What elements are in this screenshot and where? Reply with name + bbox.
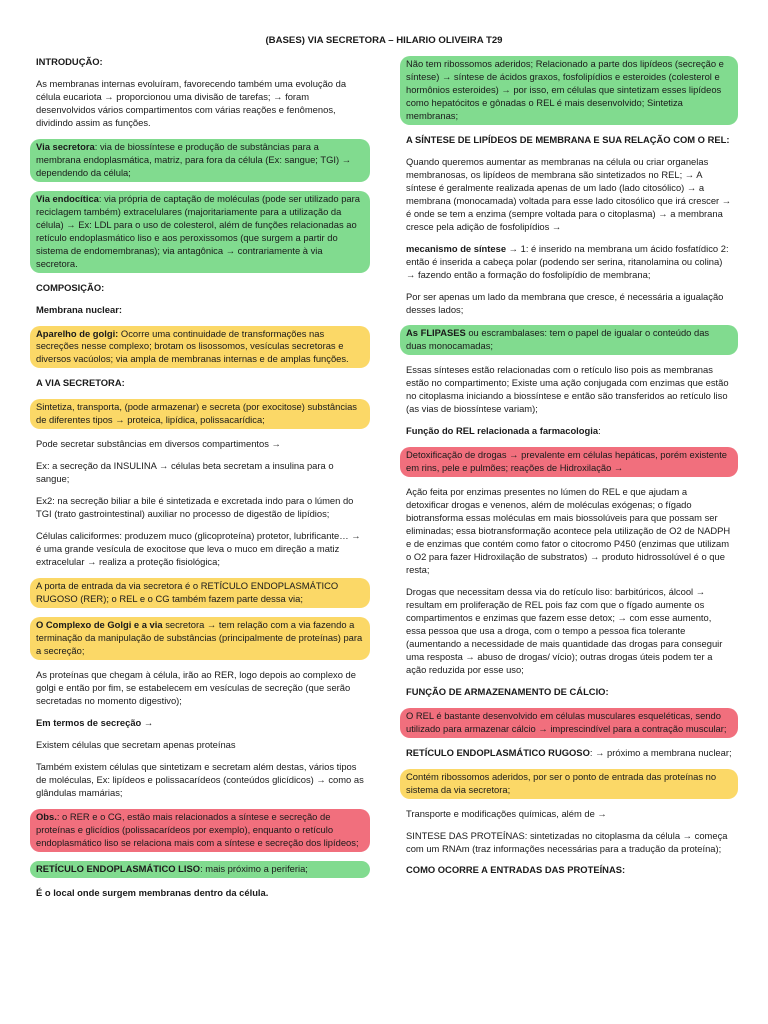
rer-term: RETÍCULO ENDOPLASMÁTICO RUGOSO [406, 746, 590, 758]
mecanismo-term: mecanismo de síntese [406, 242, 507, 254]
insulina-paragraph: Ex: a secreção da INSULINA → células beta secretam a insulina para o sangue; [36, 460, 334, 485]
acao-feita-paragraph: Ação feita por enzimas presentes no lúmen do REL e que ajudam a detoxificar drogas e venenos, além de moléculas exógenas; o fígado biotransforma essas moléculas em mais biossolúveis para que possam ser eliminadas; essa biotransformação acontece pela utilização de O2 de NADPH e de enzimas que contém como fator o citocromo P450 (enzimas que utilizam o O2 para fazer Hidroxilação de substratos) → produto hidrossolúvel é o que resta; [406, 486, 731, 575]
transporte-paragraph: Transporte e modificações químicas, além de → [406, 807, 607, 819]
via-secretora-heading: A VIA SECRETORA: [36, 377, 125, 389]
detox-paragraph: Detoxificação de drogas → prevalente em células hepáticas, porém existente em rins, pele e pulmões; reações de Hidroxilação → [400, 447, 738, 477]
golgi-text: Ocorre uma continuidade de transformações nas secreções nesse complexo; brotam os lisossomos, vesículas secretoras e diversos vacúolos; via ampla de membranas internas e de amplas funções. [36, 327, 349, 365]
via-endocitica-paragraph [30, 191, 370, 273]
tambem-existem-paragraph: Também existem células que sintetizam e secretam além destas, vários tipos de moléculas, Ex: lipídeos e polissacarídeos (conteúdos glicídicos) → como as glândulas mamárias; [36, 760, 364, 798]
funcao-farmaco-colon: : [598, 425, 601, 437]
obs-paragraph [30, 809, 370, 852]
pode-secretar-paragraph: Pode secretar substâncias em diversos compartimentos → [36, 438, 281, 450]
flipases-text: ou escrambalases: tem o papel de igualar o conteúdo das duas monocamadas; [406, 327, 710, 352]
page-title: (BASES) VIA SECRETORA – HILARIO OLIVEIRA T29 [265, 35, 503, 46]
via-secretora-term: Via secretora [36, 140, 95, 152]
complexo-golgi-paragraph [30, 617, 370, 660]
termos-secrecao-paragraph: Em termos de secreção → [36, 716, 154, 728]
contem-ribossomos-paragraph: Contém ribossomos aderidos, por ser o ponto de entrada das proteínas no sistema da via secretora; [400, 769, 738, 799]
funcao-farmaco-term: Função do REL relacionada a farmacologia [406, 425, 599, 437]
rel-desenvolvido-paragraph: O REL é bastante desenvolvido em células musculares esqueléticas, sendo utilizado para armazenar cálcio → imprescindível para a contração muscular; [400, 708, 738, 738]
via-secretora-paragraph [30, 139, 370, 182]
essas-sinteses-paragraph: Essas sínteses estão relacionadas com o retículo liso pois as membranas estão no compartimento; Existe uma ação conjugada com enzimas que estão no citoplasma iniciando a biossíntese e então são transferidos ao retículo liso (as vias de biossíntese variam); [406, 364, 729, 415]
flipases-paragraph [400, 325, 738, 355]
local-membranas-paragraph: É o local onde surgem membranas dentro da célula. [36, 886, 269, 898]
left-column [36, 56, 364, 909]
mecanismo-text: → 1: é inserido na membrana um ácido fosfatídico 2: então é inserida a cabeça polar (podendo ser serina, ritanolamina ou colina) → fazendo então a formação do fosfolipídio de membrana; [406, 242, 729, 280]
via-endocitica-term: Via endocítica [36, 192, 99, 204]
bile-paragraph: Ex2: na secreção biliar a bile é sintetizada e excretada indo para o lúmen do TGI (trato gastrointestinal) auxiliar no processo de digestão de lipídios; [36, 495, 354, 520]
intro-heading: INTRODUÇÃO: [36, 56, 103, 67]
sintese-heading: A SÍNTESE DE LIPÍDEOS DE MEMBRANA E SUA RELAÇÃO COM O REL: [406, 133, 730, 145]
por-ser-paragraph: Por ser apenas um lado da membrana que cresce, é necessária a igualação desses lados; [406, 290, 724, 315]
proteinas-chegam-paragraph: As proteínas que chegam à célula, irão ao RER, logo depois ao complexo de golgi e então por fim, se estabelecem em vesículas de secreção (que serão secretadas no momento digestivo); [36, 668, 356, 706]
composicao-heading: COMPOSIÇÃO: [36, 281, 105, 293]
rel-paragraph [30, 861, 370, 878]
sintese-proteinas-paragraph: SINTESE DAS PROTEÍNAS: sintetizadas no citoplasma da célula → começa com um RNAm (traz informações necessárias para a tradução da proteína); [406, 829, 728, 854]
caliciformes-paragraph: Células caliciformes: produzem muco (glicoproteína) protetor, lubrificante… → é uma grande vesícula de exocitose que leva o muco em direção a matiz extracelular → realiza a proteção fisiológica; [36, 530, 361, 568]
sintetiza-paragraph: Sintetiza, transporta, (pode armazenar) e secreta (por exocitose) substâncias de diferentes tipos → proteica, lipídica, polissacarídica; [30, 399, 370, 429]
complexo-golgi-text: secretora → tem relação com a via fazendo a terminação da manipulação de substâncias (principalmente de proteínas) para a secreção; [36, 619, 363, 656]
mecanismo-paragraph [406, 243, 732, 282]
intro-paragraph: As membranas internas evoluíram, favorecendo também uma evolução da célula eucariota → proporcionou uma divisão de tarefas; → foram desenvolvidos vários compartimentos com várias reações e fenômenos, dividindo assim as funções. [36, 77, 347, 128]
nao-tem-paragraph: Não tem ribossomos aderidos; Relacionado a parte dos lipídeos (secreção e síntese) → síntese de ácidos graxos, fosfolipídios e esteroides (colesterol e hormônios esteroides) → por isso, em células que sintetizam esses lipídeos como hepatócitos e gônadas o REL é mais desenvolvido; Sintetiza membranas; [400, 56, 738, 125]
membrana-nuclear: Membrana nuclear: [36, 303, 122, 315]
via-endocitica-text: : via própria de captação de moléculas (pode ser utilizado para reciclagem também) extracelulares (majoritariamente para a utilização da célula) → Ex: LDL para o uso de colesterol, além de funções relacionadas ao retículo endoplasmático liso e aos peroxissomos (que surgem a partir do sistema de endomembranas); via antagônica → contrariamente à via secretora. [36, 192, 360, 269]
drogas-paragraph: Drogas que necessitam dessa via do retículo liso: barbitúricos, álcool → resultam em proliferação de REL pois faz com que o fígado aumente os compartimentos e enzimas que fazem esse detox; → com esse aumento, essa pessoa que usa a droga, com o tempo a pessoa fica tolerante (aumentando a necessidade de mais quantidade das drogas para conseguir uma resposta → abuso de drogas/ vício); outras drogas úteis podem ter a ação reduzida por esse uso; [406, 585, 723, 675]
complexo-golgi-term: O Complexo de Golgi e a via [36, 619, 163, 630]
porta-entrada-paragraph: A porta de entrada da via secretora é o RETÍCULO ENDOPLASMÁTICO RUGOSO (RER); o REL e o CG também fazem parte dessa via; [30, 578, 370, 608]
golgi-term: Aparelho de golgi: [36, 327, 119, 339]
via-secretora-text: : via de biossíntese e produção de substâncias para a membrana endoplasmática, matriz, para fora da célula (Ex: sangue; TGI) → dependendo da célula; [36, 140, 352, 178]
rer-text: : → próximo a membrana nuclear; [589, 746, 732, 758]
rel-text: : mais próximo a periferia; [200, 862, 308, 874]
calcio-heading: FUNÇÃO DE ARMAZENAMENTO DE CÁLCIO: [406, 685, 609, 697]
apenas-proteinas-paragraph: Existem células que secretam apenas proteínas [36, 738, 236, 750]
quando-queremos-paragraph: Quando queremos aumentar as membranas na célula ou criar organelas membranosas, os lipídeos de membrana são sintetizados no REL; → A síntese é geralmente realizada apenas de um lado (lado citosólico) → a membrana (monocamada) voltada para esse lado citosólico que irá crescer → é onde se tem a enzima (sempre voltada para o citoplasma) → a membrana cresce pela adição de fosfolipídios → [406, 155, 732, 232]
obs-text: : o RER e o CG, estão mais relacionados a síntese e secreção de proteínas e glicídios (polissacarídeos por exemplo), enquanto o retículo endoplasmático liso se relaciona mais com a síntese e secreção dos lipídeos; [36, 810, 359, 848]
rer-paragraph [406, 747, 732, 760]
flipases-term: As FLIPASES [406, 327, 466, 339]
funcao-farmaco-paragraph [406, 425, 732, 438]
rel-term: RETÍCULO ENDOPLASMÁTICO LISO [36, 862, 201, 874]
golgi-paragraph [30, 326, 370, 369]
como-ocorre-heading: COMO OCORRE A ENTRADAS DAS PROTEÍNAS: [406, 864, 626, 876]
obs-term: Obs. [36, 810, 57, 822]
right-column [406, 56, 732, 886]
